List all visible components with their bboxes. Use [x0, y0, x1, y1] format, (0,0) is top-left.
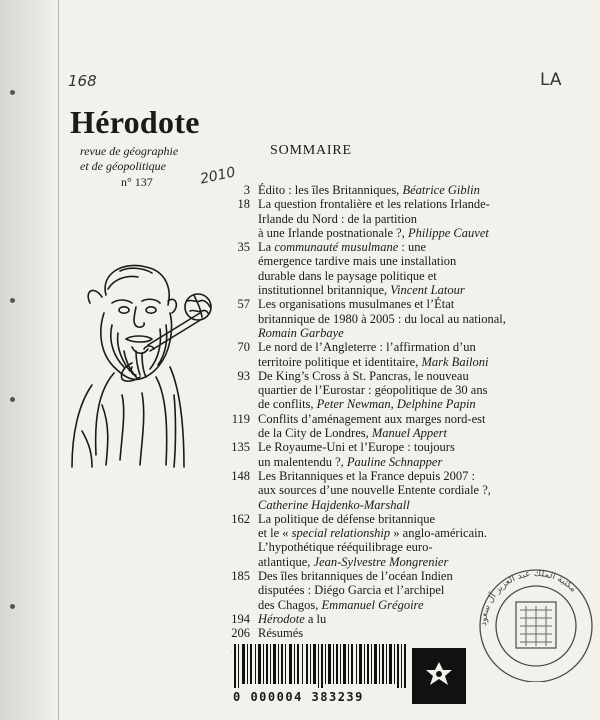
toc-page-number: 93	[237, 368, 250, 383]
handwritten-number: 168	[68, 72, 97, 90]
publisher-logo	[412, 648, 466, 704]
toc-entry	[218, 240, 523, 297]
magazine-subtitle	[80, 144, 178, 174]
toc-entry	[218, 512, 523, 569]
toc-title: La question frontalière et les relations Irlande- Irlande du Nord : de la partition à une Irlande postnationale ?, Philippe Cauvet	[258, 197, 490, 240]
toc-entry	[218, 297, 523, 340]
toc-title: Édito : les îles Britanniques, Béatrice Giblin	[258, 183, 480, 197]
toc-page-number: 185	[231, 569, 250, 584]
toc-entry	[218, 340, 523, 369]
toc-entry	[218, 197, 523, 240]
philosopher-illustration	[62, 255, 212, 470]
subtitle-line: revue de géographie	[80, 144, 179, 158]
toc-title: La communauté musulmane : une émergence tardive mais une installation durable dans le paysage politique et institutionnel britannique, Vincent Latour	[258, 240, 465, 298]
barcode	[232, 642, 410, 690]
toc-entry	[218, 412, 523, 441]
toc-title: Des îles britanniques de l’océan Indien disputées : Diégo Garcia et l’archipel des Chagos, Emmanuel Grégoire	[258, 569, 453, 612]
toc-heading: SOMMAIRE	[270, 143, 352, 158]
toc-title: Résumés	[258, 626, 304, 641]
toc-page-number: 70	[237, 340, 250, 355]
toc-page-number: 162	[231, 511, 250, 526]
handwritten-year: 2010	[198, 164, 237, 188]
toc-title: Le Royaume-Uni et l’Europe : toujours un malentendu ?, Pauline Schnapper	[258, 440, 455, 469]
barcode-number: 0 000004 383239	[233, 690, 364, 704]
toc-page-number: 119	[231, 411, 250, 426]
toc-entry	[218, 369, 523, 412]
toc-title: Les Britanniques et la France depuis 2007 : aux sources d’une nouvelle Entente cordiale ?, Catherine Hajdenko-Marshall	[258, 468, 491, 512]
toc-page-number: 3	[243, 183, 250, 197]
toc-title: Conflits d’aménagement aux marges nord-est de la City de Londres, Manuel Appert	[258, 411, 486, 441]
magazine-title: Hérodote	[70, 104, 200, 140]
toc-title: Le nord de l’Angleterre : l’affirmation d’un territoire politique et identitaire, Mark Bailoni	[258, 340, 489, 369]
toc-page-number: 18	[237, 197, 250, 212]
toc-page-number: 148	[231, 468, 250, 483]
toc-title: Les organisations musulmanes et l’État britannique de 1980 à 2005 : du local au national, Romain Garbaye	[258, 297, 506, 340]
binding-hole	[10, 397, 15, 402]
toc-page-number: 135	[231, 440, 250, 455]
issue-number: n° 137	[121, 175, 153, 189]
toc-page-number: 206	[231, 626, 250, 641]
handwritten-code: LA	[540, 70, 562, 90]
binding-gutter	[0, 0, 60, 720]
toc-page-number: 194	[231, 611, 250, 626]
toc-entry	[218, 440, 523, 469]
toc-title: Hérodote a lu	[258, 611, 327, 626]
library-stamp	[470, 562, 600, 682]
toc-entry	[218, 183, 523, 197]
stamp-text: مكتبة الملك عبد العزيز آل سعود	[478, 568, 578, 627]
binding-edge	[58, 0, 59, 720]
toc-title: La politique de défense britannique et le « special relationship » anglo-américain. L’hypothétique rééquilibrage euro- atlantique, Jean-Sylvestre Mongrenier	[258, 511, 488, 569]
toc-page-number: 35	[237, 240, 250, 255]
binding-hole	[10, 298, 15, 303]
toc-entry	[218, 469, 523, 512]
binding-hole	[10, 90, 15, 95]
toc-page-number: 57	[237, 297, 250, 312]
binding-hole	[10, 604, 15, 609]
toc-title: De King’s Cross à St. Pancras, le nouveau quartier de l’Eurostar : géopolitique de 30 ans de conflits, Peter Newman, Delphine Papin	[258, 368, 488, 412]
subtitle-line: et de géopolitique	[80, 159, 166, 173]
